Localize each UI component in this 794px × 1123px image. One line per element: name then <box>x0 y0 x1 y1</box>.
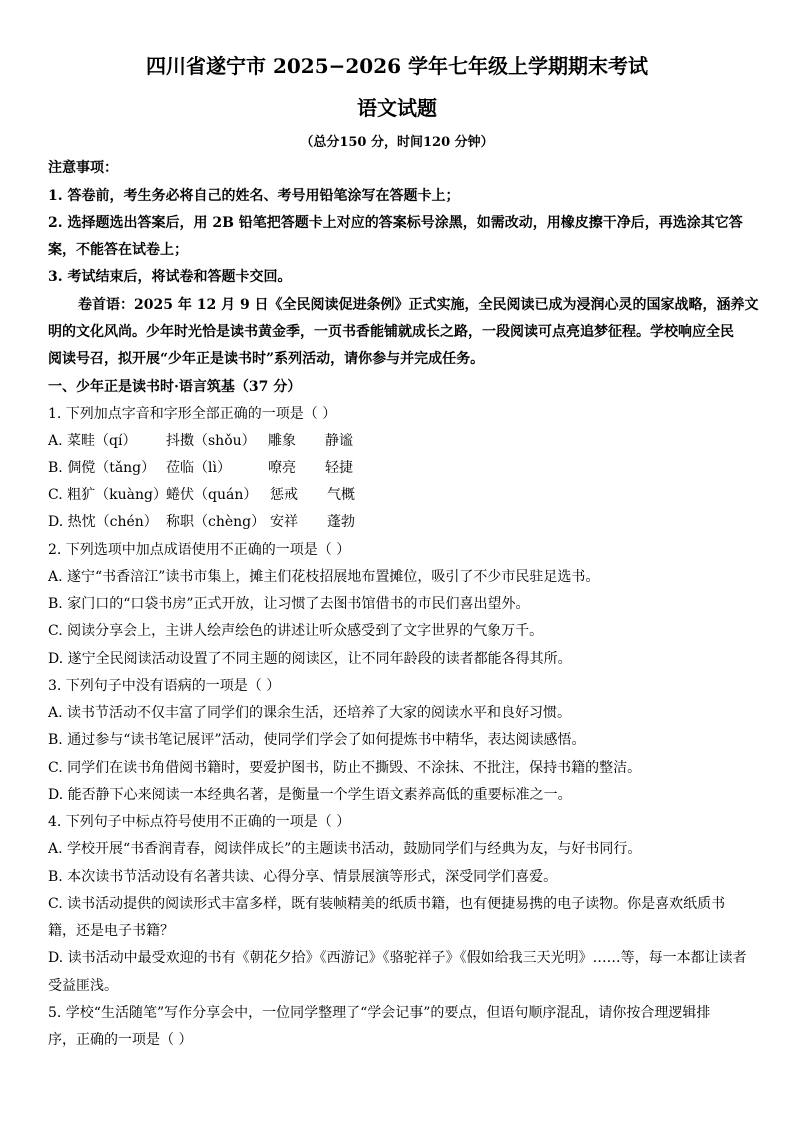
q1-option-c-word1: C. 粗犷（kuàng） <box>48 487 167 503</box>
q4-option-b: B. 本次读书节活动设有名著共读、心得分享、情景展演等形式，深受同学们喜爱。 <box>48 869 558 885</box>
preface-line: 卷首语：2025 年 12 月 9 日《全民阅读促进条例》正式实施，全民阅读已成为浸润心灵的国家战略，涵养文 <box>78 297 759 313</box>
q3-option-c: C. 同学们在读书角借阅书籍时，要爱护图书，防止不撕毁、不涂抹、不批注，保持书籍的整洁。 <box>48 760 642 776</box>
exam-meta: （总分150 分，时间120 分钟） <box>300 135 494 150</box>
q3-option-a: A. 读书节活动不仅丰富了同学们的课余生活，还培养了大家的阅读水平和良好习惯。 <box>48 705 572 721</box>
q2-option-a: A. 遂宁“书香涪江”读书市集上，摊主们花枝招展地布置摊位，吸引了不少市民驻足选书。 <box>48 569 600 585</box>
q1-option-a-word3: 雕象 <box>268 433 296 449</box>
q1-option-a-word1: A. 菜畦（qí） <box>48 433 137 449</box>
q1-option-b-word1: B. 倜傥（tǎng） <box>48 460 156 476</box>
question-stem: 5. 学校“生活随笔”写作分享会中，一位同学整理了“学会记事”的要点，但语句顺序混乱，请你按合理逻辑排 <box>48 1005 711 1021</box>
q4-option-c: C. 读书活动提供的阅读形式丰富多样，既有装帧精美的纸质书籍，也有便捷易携的电子读物。你是喜欢纸质书 <box>48 896 726 912</box>
q1-option-a-word4: 静谧 <box>325 433 353 449</box>
q3-option-d: D. 能否静下心来阅读一本经典名著，是衡量一个学生语文素养高低的重要标准之一。 <box>48 787 572 803</box>
preface-line: 明的文化风尚。少年时光恰是读书黄金季，一页书香能铺就成长之路，一段阅读可点亮追梦征程。学校响应全民 <box>48 324 734 340</box>
notice-heading: 注意事项： <box>48 160 118 176</box>
q1-option-d-word2: 称职（chèng） <box>166 514 266 530</box>
q1-option-d-word1: D. 热忱（chén） <box>48 514 158 530</box>
q4-option-d-cont: 受益匪浅。 <box>48 978 118 994</box>
q1-option-d-word3: 安祥 <box>270 514 298 530</box>
q1-option-b-word2: 莅临（lì） <box>166 460 231 476</box>
exam-title: 四川省遂宁市 2025−2026 学年七年级上学期期末考试 <box>145 54 648 78</box>
question-stem: 3. 下列句子中没有语病的一项是（ ） <box>48 678 281 694</box>
notice-item: 1. 答卷前，考生务必将自己的姓名、考号用铅笔涂写在答题卡上； <box>48 188 460 204</box>
q4-option-d: D. 读书活动中最受欢迎的书有《朝花夕拾》《西游记》《骆驼祥子》《假如给我三天光明》……等，每一本都让读者 <box>48 950 747 966</box>
question-stem: 2. 下列选项中加点成语使用不正确的一项是（ ） <box>48 542 351 558</box>
q1-option-b-word3: 嘹亮 <box>268 460 296 476</box>
q1-option-d-word4: 蓬勃 <box>327 514 355 530</box>
question-stem-cont: 序，正确的一项是（ ） <box>48 1032 193 1048</box>
q1-option-c-word2: 蜷伏（quán） <box>166 487 258 503</box>
notice-item: 案，不能答在试卷上； <box>48 242 188 258</box>
q4-option-a: A. 学校开展“书香润青春，阅读伴成长”的主题读书活动，鼓励同学们与经典为友，与好书同行。 <box>48 841 642 857</box>
question-stem: 4. 下列句子中标点符号使用不正确的一项是（ ） <box>48 814 351 830</box>
q2-option-c: C. 阅读分享会上，主讲人绘声绘色的讲述让听众感受到了文字世界的气象万千。 <box>48 623 544 639</box>
section-heading: 一、少年正是读书时·语言筑基（37 分） <box>48 379 302 395</box>
q1-option-c-word3: 惩戒 <box>270 487 298 503</box>
q2-option-b: B. 家门口的“口袋书房”正式开放，让习惯了去图书馆借书的市民们喜出望外。 <box>48 596 530 612</box>
q3-option-b: B. 通过参与“读书笔记展评”活动，使同学们学会了如何提炼书中精华，表达阅读感悟。 <box>48 732 586 748</box>
q1-option-b-word4: 轻捷 <box>325 460 353 476</box>
notice-item: 2. 选择题选出答案后，用 2B 铅笔把答题卡上对应的答案标号涂黑，如需改动，用橡皮擦干净后，再选涂其它答 <box>48 215 743 231</box>
exam-subtitle: 语文试题 <box>357 96 437 120</box>
q1-option-a-word2: 抖擞（shǒu） <box>166 433 256 449</box>
notice-item: 3. 考试结束后，将试卷和答题卡交回。 <box>48 269 292 285</box>
q4-option-c-cont: 籍，还是电子书籍？ <box>48 923 174 939</box>
q1-option-c-word4: 气概 <box>327 487 355 503</box>
question-stem: 1. 下列加点字音和字形全部正确的一项是（ ） <box>48 406 337 422</box>
q2-option-d: D. 遂宁全民阅读活动设置了不同主题的阅读区，让不同年龄段的读者都能各得其所。 <box>48 651 572 667</box>
preface-line: 阅读号召，拟开展“少年正是读书时”系列活动，请你参与并完成任务。 <box>48 351 485 367</box>
